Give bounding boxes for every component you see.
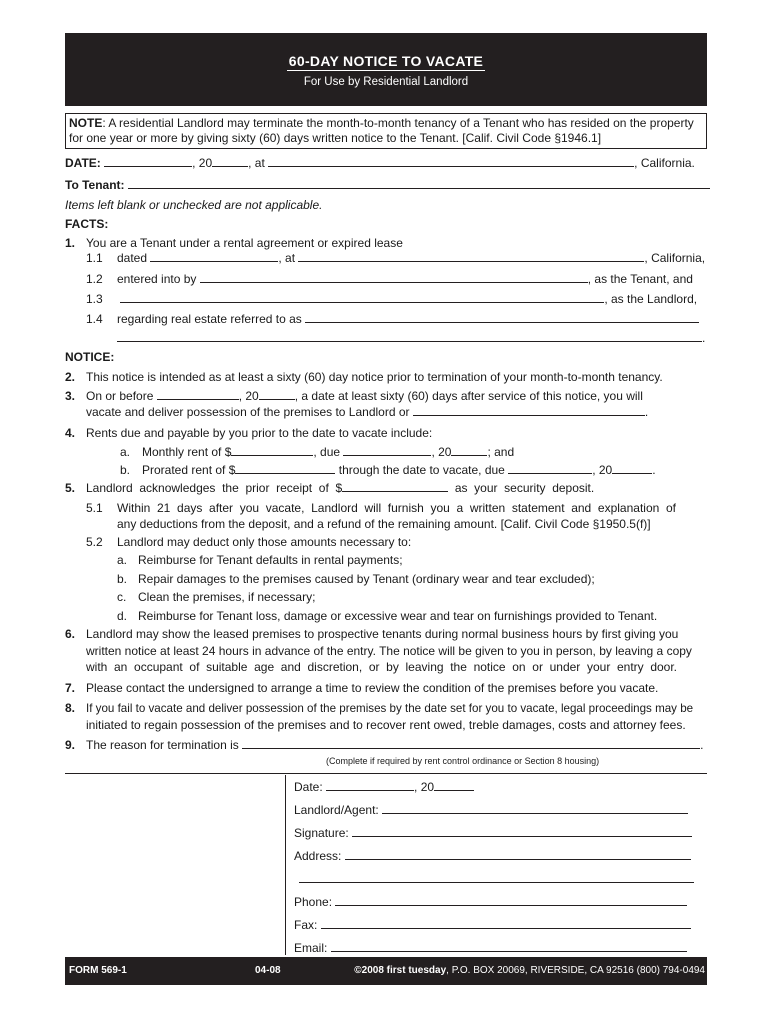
item-1: 1. You are a Tenant under a rental agreement or expired lease — [65, 236, 403, 250]
form-version: 04-08 — [255, 965, 281, 976]
tenant-name-field[interactable] — [128, 178, 710, 189]
sig-address-line-2 — [299, 872, 694, 886]
tenant-entered-field[interactable] — [200, 272, 588, 283]
sig-signature-line: Signature: — [294, 826, 692, 840]
address-field-2[interactable] — [299, 872, 694, 883]
sig-phone-line: Phone: — [294, 895, 687, 909]
prorated-year-field[interactable] — [612, 463, 652, 474]
address-field[interactable] — [345, 849, 691, 860]
monthly-year-field[interactable] — [451, 445, 487, 456]
landlord-name-field[interactable] — [120, 292, 604, 303]
item-5: 5. Landlord acknowledges the prior receipt of $ as your security deposit. — [65, 481, 595, 495]
form-subtitle: For Use by Residential Landlord — [303, 76, 469, 88]
note-text: : A residential Landlord may terminate the month-to-month tenancy of a Tenant who has resided on the property for one year or more by giving sixty (60) days written notice to the Tenant. [Calif. Civil Code §1946.1] — [69, 116, 694, 145]
signature-field[interactable] — [352, 826, 692, 837]
vacate-date-field[interactable] — [157, 389, 239, 400]
property-field-2[interactable] — [117, 331, 702, 342]
item-2: 2. This notice is intended as at least a sixty (60) day notice prior to termination of your month-to-month tenancy. — [65, 370, 663, 384]
email-field[interactable] — [331, 941, 687, 952]
item-4-b: b. Prorated rent of $ through the date to vacate, due , 20 . — [120, 463, 656, 477]
copyright: ©2008 first tuesday, P.O. BOX 20069, RIVERSIDE, CA 92516 (800) 794-0494 — [354, 965, 705, 976]
item-7: 7. Please contact the undersigned to arrange a time to review the condition of the premises before you vacate. — [65, 681, 659, 695]
item-6-cont-2: with an occupant of suitable age and discretion, or by leaving the notice on or under your entry door. — [86, 660, 678, 674]
item-5-2-c: c. Clean the premises, if necessary; — [117, 590, 316, 604]
item-1-2: 1.2 entered into by , as the Tenant, and — [86, 272, 693, 286]
termination-reason-field[interactable] — [242, 738, 700, 749]
sig-date-field[interactable] — [326, 780, 414, 791]
sig-fax-line: Fax: — [294, 918, 691, 932]
form-number: FORM 569-1 — [69, 965, 127, 976]
monthly-rent-field[interactable] — [231, 445, 313, 456]
item-1-3: 1.3 , as the Landlord, — [86, 292, 698, 306]
form-header — [65, 33, 707, 106]
date-year-field[interactable] — [212, 156, 248, 167]
vacate-year-field[interactable] — [259, 389, 295, 400]
to-tenant-line: To Tenant: — [65, 178, 707, 192]
lease-date-field[interactable] — [150, 251, 278, 262]
blank-note: Items left blank or unchecked are not applicable. — [65, 198, 323, 212]
facts-heading: FACTS: — [65, 217, 109, 231]
item-1-4: 1.4 regarding real estate referred to as — [86, 312, 707, 326]
sig-address-line: Address: — [294, 849, 691, 863]
item-5-1: 5.1 Within 21 days after you vacate, Landlord will furnish you a written statement and explanation of — [86, 501, 676, 515]
item-5-2-b: b. Repair damages to the premises caused by Tenant (ordinary wear and tear excluded); — [117, 572, 595, 586]
form-title: 60-DAY NOTICE TO VACATE — [288, 53, 484, 69]
date-field[interactable] — [104, 156, 192, 167]
monthly-due-field[interactable] — [343, 445, 431, 456]
landlord-agent-field[interactable] — [382, 803, 688, 814]
sig-email-line: Email: — [294, 941, 687, 955]
prorated-rent-field[interactable] — [235, 463, 335, 474]
sig-landlord-line: Landlord/Agent: — [294, 803, 688, 817]
prorated-due-field[interactable] — [508, 463, 592, 474]
item-5-1-cont: any deductions from the deposit, and a refund of the remaining amount. [Calif. Civil Code §1950.5(f)] — [117, 517, 651, 531]
item-5-2-d: d. Reimburse for Tenant loss, damage or excessive wear and tear on furnishings provided to Tenant. — [117, 609, 658, 623]
item-3: 3. On or before , 20 , a date at least sixty (60) days after service of this notice, you will — [65, 389, 643, 403]
item-9-note: (Complete if required by rent control ordinance or Section 8 housing) — [326, 756, 600, 766]
item-5-2: 5.2 Landlord may deduct only those amounts necessary to: — [86, 535, 412, 549]
item-8-cont: initiated to regain possession of the premises and to recover rent owed, treble damages, costs and attorney fees. — [86, 718, 686, 732]
form-footer — [65, 957, 707, 985]
date-line: DATE: , 20 , at , California. — [65, 156, 695, 170]
deposit-amount-field[interactable] — [342, 481, 448, 492]
notice-heading: NOTICE: — [65, 350, 115, 364]
item-6: 6. Landlord may show the leased premises to prospective tenants during normal business hours by first giving you — [65, 627, 679, 641]
item-1-1: 1.1 dated , at , California, — [86, 251, 706, 265]
item-4: 4. Rents due and payable by you prior to the date to vacate include: — [65, 426, 433, 440]
item-8: 8. If you fail to vacate and deliver possession of the premises by the date set for you to vacate, legal proceedings may be — [65, 701, 694, 715]
note-label: NOTE — [69, 116, 103, 130]
signature-divider — [285, 775, 286, 955]
item-3-cont: vacate and deliver possession of the premises to Landlord or . — [86, 405, 649, 419]
property-field[interactable] — [305, 312, 699, 323]
phone-field[interactable] — [335, 895, 687, 906]
signature-rule — [65, 773, 707, 774]
item-1-4-cont: . — [117, 331, 707, 345]
note-box — [65, 113, 707, 149]
fax-field[interactable] — [321, 918, 691, 929]
deliver-to-field[interactable] — [413, 405, 645, 416]
item-6-cont-1: written notice at least 24 hours in advance of the entry. The notice will be given to you in person, by leaving a copy — [86, 644, 692, 658]
date-city-field[interactable] — [268, 156, 634, 167]
sig-year-field[interactable] — [434, 780, 474, 791]
item-4-a: a. Monthly rent of $ , due , 20 ; and — [120, 445, 515, 459]
sig-date-line: Date: , 20 — [294, 780, 474, 794]
lease-city-field[interactable] — [298, 251, 644, 262]
form-page — [65, 33, 707, 985]
item-5-2-a: a. Reimburse for Tenant defaults in rental payments; — [117, 553, 403, 567]
item-9: 9. The reason for termination is . — [65, 738, 704, 752]
